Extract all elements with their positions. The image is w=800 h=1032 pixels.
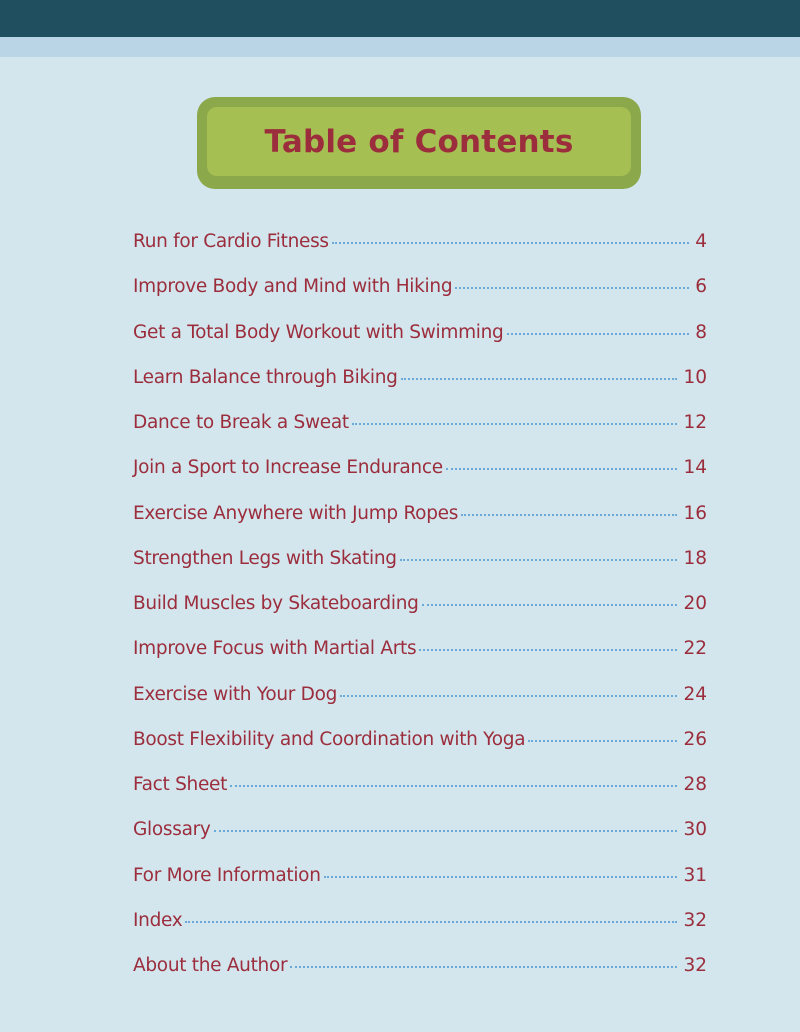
toc-entry-label: Index xyxy=(133,909,183,931)
toc-leader-dots xyxy=(401,378,678,380)
toc-entry-page: 26 xyxy=(683,728,707,750)
toc-leader-dots xyxy=(528,740,677,742)
toc-entry[interactable] xyxy=(133,950,707,995)
toc-entry-label: Learn Balance through Biking xyxy=(133,366,398,388)
toc-entry-label: Improve Body and Mind with Hiking xyxy=(133,276,453,298)
toc-entry[interactable] xyxy=(133,407,707,452)
toc-entry-page: 20 xyxy=(683,593,707,614)
toc-entry[interactable] xyxy=(133,814,707,859)
toc-entry-page: 16 xyxy=(683,502,707,524)
toc-entry-page: 8 xyxy=(695,321,707,343)
toc-entry[interactable] xyxy=(133,498,707,543)
toc-entry-label: Glossary xyxy=(133,819,211,841)
toc-list xyxy=(133,226,707,995)
toc-entry[interactable] xyxy=(133,905,707,950)
toc-leader-dots xyxy=(185,921,677,923)
toc-entry[interactable] xyxy=(133,226,707,271)
toc-entry-label: Improve Focus with Martial Arts xyxy=(133,638,417,660)
toc-entry-page: 4 xyxy=(695,231,707,252)
toc-entry-page: 32 xyxy=(683,909,707,931)
toc-leader-dots xyxy=(400,559,678,561)
header-sub-band xyxy=(0,37,800,57)
toc-entry[interactable] xyxy=(133,362,707,407)
toc-leader-dots xyxy=(352,423,678,425)
toc-entry[interactable] xyxy=(133,724,707,769)
toc-entry-label: For More Information xyxy=(133,864,321,886)
toc-entry-page: 6 xyxy=(695,276,707,298)
toc-entry[interactable] xyxy=(133,633,707,678)
toc-entry[interactable] xyxy=(133,543,707,588)
toc-entry[interactable] xyxy=(133,588,707,633)
toc-leader-dots xyxy=(340,695,677,697)
toc-entry-page: 32 xyxy=(683,955,707,976)
title-box-inner xyxy=(207,107,631,176)
page-title: Table of Contents xyxy=(264,123,574,160)
toc-entry[interactable] xyxy=(133,679,707,724)
toc-leader-dots xyxy=(419,649,677,651)
toc-entry-page: 10 xyxy=(683,366,707,388)
toc-entry-page: 14 xyxy=(683,457,707,479)
toc-entry[interactable] xyxy=(133,860,707,905)
toc-entry-page: 30 xyxy=(683,819,707,841)
toc-entry-label: Get a Total Body Workout with Swimming xyxy=(133,321,504,343)
toc-entry-label: Exercise with Your Dog xyxy=(133,683,338,705)
toc-leader-dots xyxy=(507,333,690,335)
toc-entry-label: Exercise Anywhere with Jump Ropes xyxy=(133,502,459,524)
toc-leader-dots xyxy=(290,966,677,968)
title-box xyxy=(197,97,641,189)
toc-leader-dots xyxy=(422,604,678,606)
toc-entry-label: Build Muscles by Skateboarding xyxy=(133,593,419,614)
toc-leader-dots xyxy=(461,514,677,516)
toc-leader-dots xyxy=(455,287,689,289)
toc-entry-label: Run for Cardio Fitness xyxy=(133,231,329,252)
toc-entry-page: 18 xyxy=(683,547,707,569)
toc-entry-label: About the Author xyxy=(133,955,288,976)
toc-entry-label: Boost Flexibility and Coordination with Yoga xyxy=(133,728,526,750)
toc-leader-dots xyxy=(324,876,678,878)
toc-entry-page: 24 xyxy=(683,683,707,705)
toc-entry-page: 22 xyxy=(683,638,707,660)
header-band xyxy=(0,0,800,37)
toc-leader-dots xyxy=(446,468,678,470)
toc-entry[interactable] xyxy=(133,271,707,316)
toc-leader-dots xyxy=(332,242,689,244)
toc-entry-page: 31 xyxy=(683,864,707,886)
toc-entry[interactable] xyxy=(133,452,707,497)
toc-entry-label: Fact Sheet xyxy=(133,774,228,795)
toc-entry-label: Strengthen Legs with Skating xyxy=(133,547,397,569)
toc-entry-label: Join a Sport to Increase Endurance xyxy=(133,457,443,479)
toc-leader-dots xyxy=(214,830,678,832)
toc-entry[interactable] xyxy=(133,317,707,362)
toc-entry-page: 28 xyxy=(683,774,707,795)
toc-entry-label: Dance to Break a Sweat xyxy=(133,412,349,433)
toc-entry-page: 12 xyxy=(683,412,707,433)
toc-leader-dots xyxy=(230,785,677,787)
toc-entry[interactable] xyxy=(133,769,707,814)
